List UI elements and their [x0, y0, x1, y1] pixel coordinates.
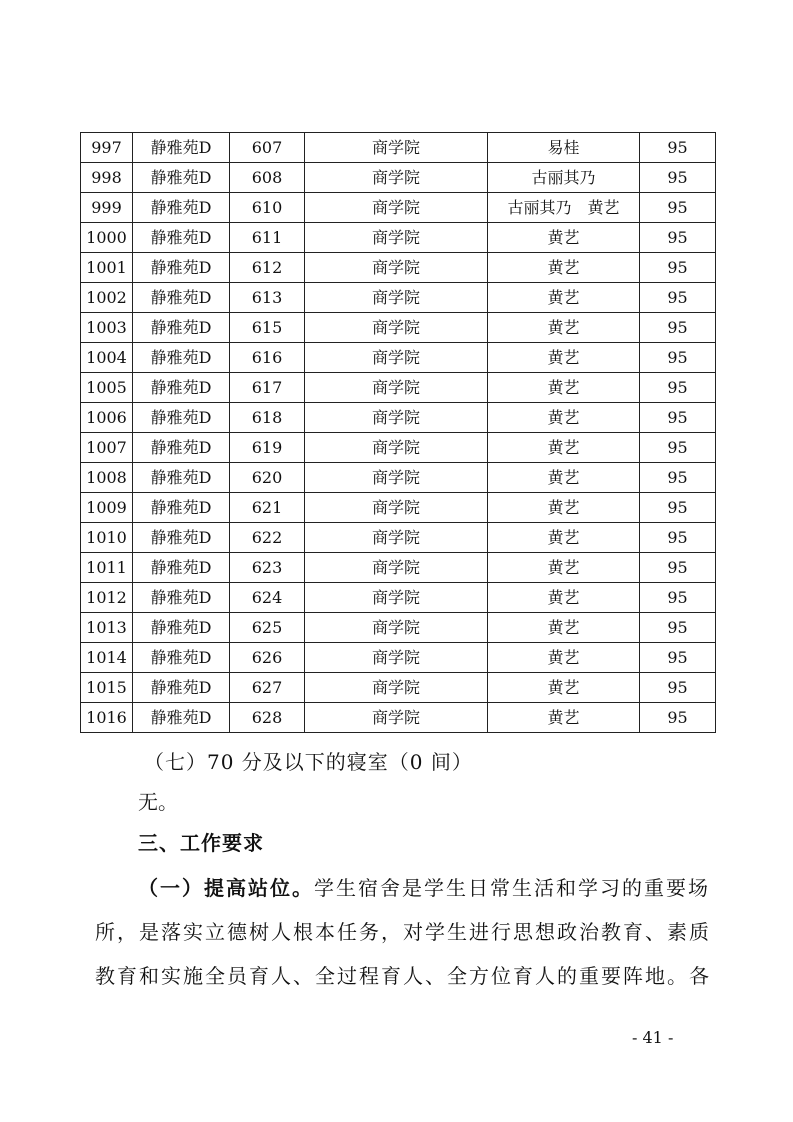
- section-7-body: 无。: [138, 790, 178, 814]
- building-cell: 静雅苑D: [133, 523, 230, 553]
- counselor-cell: 易桂: [488, 133, 640, 163]
- college-cell: 商学院: [305, 343, 488, 373]
- dormitory-score-table: [80, 132, 716, 733]
- table-row: [81, 433, 716, 463]
- counselor-cell: 黄艺: [488, 673, 640, 703]
- building-cell: 静雅苑D: [133, 583, 230, 613]
- building-cell: 静雅苑D: [133, 223, 230, 253]
- table-row: [81, 133, 716, 163]
- building-cell: 静雅苑D: [133, 493, 230, 523]
- room-cell: 612: [230, 253, 305, 283]
- college-cell: 商学院: [305, 193, 488, 223]
- room-cell: 613: [230, 283, 305, 313]
- room-cell: 616: [230, 343, 305, 373]
- college-cell: 商学院: [305, 553, 488, 583]
- building-cell: 静雅苑D: [133, 343, 230, 373]
- table-row: [81, 313, 716, 343]
- row-number-cell: 998: [81, 163, 133, 193]
- college-cell: 商学院: [305, 403, 488, 433]
- room-cell: 625: [230, 613, 305, 643]
- score-cell: 95: [640, 583, 716, 613]
- row-number-cell: 1015: [81, 673, 133, 703]
- table-row: [81, 553, 716, 583]
- row-number-cell: 1008: [81, 463, 133, 493]
- counselor-cell: 黄艺: [488, 283, 640, 313]
- score-cell: 95: [640, 193, 716, 223]
- row-number-cell: 997: [81, 133, 133, 163]
- college-cell: 商学院: [305, 253, 488, 283]
- row-number-cell: 1005: [81, 373, 133, 403]
- college-cell: 商学院: [305, 133, 488, 163]
- row-number-cell: 1010: [81, 523, 133, 553]
- college-cell: 商学院: [305, 433, 488, 463]
- counselor-cell: 古丽其乃 黄艺: [488, 193, 640, 223]
- college-cell: 商学院: [305, 223, 488, 253]
- score-cell: 95: [640, 433, 716, 463]
- table-row: [81, 223, 716, 253]
- table-row: [81, 343, 716, 373]
- college-cell: 商学院: [305, 463, 488, 493]
- table-row: [81, 583, 716, 613]
- building-cell: 静雅苑D: [133, 643, 230, 673]
- counselor-cell: 黄艺: [488, 433, 640, 463]
- score-cell: 95: [640, 133, 716, 163]
- score-cell: 95: [640, 493, 716, 523]
- room-cell: 628: [230, 703, 305, 733]
- row-number-cell: 1003: [81, 313, 133, 343]
- score-cell: 95: [640, 373, 716, 403]
- paragraph-line-1-text: 学生宿舍是学生日常生活和学习的重要场: [314, 876, 710, 900]
- table-row: [81, 493, 716, 523]
- row-number-cell: 1013: [81, 613, 133, 643]
- page-number: - 41 -: [632, 1028, 674, 1047]
- score-cell: 95: [640, 673, 716, 703]
- room-cell: 622: [230, 523, 305, 553]
- room-cell: 611: [230, 223, 305, 253]
- score-cell: 95: [640, 163, 716, 193]
- paragraph-line-3: 教育和实施全员育人、全过程育人、全方位育人的重要阵地。各: [95, 964, 711, 988]
- counselor-cell: 黄艺: [488, 223, 640, 253]
- building-cell: 静雅苑D: [133, 613, 230, 643]
- building-cell: 静雅苑D: [133, 553, 230, 583]
- score-cell: 95: [640, 313, 716, 343]
- counselor-cell: 黄艺: [488, 463, 640, 493]
- score-cell: 95: [640, 223, 716, 253]
- college-cell: 商学院: [305, 373, 488, 403]
- counselor-cell: 黄艺: [488, 493, 640, 523]
- table-row: [81, 613, 716, 643]
- college-cell: 商学院: [305, 643, 488, 673]
- building-cell: 静雅苑D: [133, 283, 230, 313]
- counselor-cell: 黄艺: [488, 403, 640, 433]
- room-cell: 627: [230, 673, 305, 703]
- college-cell: 商学院: [305, 493, 488, 523]
- paragraph-line-2: 所，是落实立德树人根本任务，对学生进行思想政治教育、素质: [95, 920, 711, 944]
- score-cell: 95: [640, 613, 716, 643]
- counselor-cell: 黄艺: [488, 523, 640, 553]
- room-cell: 624: [230, 583, 305, 613]
- row-number-cell: 1000: [81, 223, 133, 253]
- building-cell: 静雅苑D: [133, 253, 230, 283]
- score-cell: 95: [640, 463, 716, 493]
- row-number-cell: 1016: [81, 703, 133, 733]
- counselor-cell: 黄艺: [488, 373, 640, 403]
- room-cell: 626: [230, 643, 305, 673]
- score-cell: 95: [640, 253, 716, 283]
- college-cell: 商学院: [305, 673, 488, 703]
- score-cell: 95: [640, 643, 716, 673]
- row-number-cell: 1001: [81, 253, 133, 283]
- counselor-cell: 黄艺: [488, 253, 640, 283]
- building-cell: 静雅苑D: [133, 313, 230, 343]
- paragraph-lead: （一）提高站位。: [138, 876, 314, 900]
- counselor-cell: 古丽其乃: [488, 163, 640, 193]
- table-row: [81, 403, 716, 433]
- college-cell: 商学院: [305, 613, 488, 643]
- room-cell: 620: [230, 463, 305, 493]
- room-cell: 607: [230, 133, 305, 163]
- building-cell: 静雅苑D: [133, 703, 230, 733]
- table-row: [81, 193, 716, 223]
- row-number-cell: 1006: [81, 403, 133, 433]
- table-row: [81, 253, 716, 283]
- building-cell: 静雅苑D: [133, 133, 230, 163]
- row-number-cell: 1011: [81, 553, 133, 583]
- paragraph-raise-standing: [95, 866, 710, 998]
- building-cell: 静雅苑D: [133, 673, 230, 703]
- room-cell: 618: [230, 403, 305, 433]
- row-number-cell: 1012: [81, 583, 133, 613]
- building-cell: 静雅苑D: [133, 163, 230, 193]
- room-cell: 617: [230, 373, 305, 403]
- table-row: [81, 673, 716, 703]
- table-row: [81, 283, 716, 313]
- score-cell: 95: [640, 523, 716, 553]
- college-cell: 商学院: [305, 283, 488, 313]
- row-number-cell: 999: [81, 193, 133, 223]
- table-row: [81, 463, 716, 493]
- counselor-cell: 黄艺: [488, 583, 640, 613]
- college-cell: 商学院: [305, 583, 488, 613]
- room-cell: 610: [230, 193, 305, 223]
- college-cell: 商学院: [305, 313, 488, 343]
- score-cell: 95: [640, 553, 716, 583]
- building-cell: 静雅苑D: [133, 463, 230, 493]
- counselor-cell: 黄艺: [488, 343, 640, 373]
- building-cell: 静雅苑D: [133, 433, 230, 463]
- building-cell: 静雅苑D: [133, 403, 230, 433]
- room-cell: 623: [230, 553, 305, 583]
- score-cell: 95: [640, 283, 716, 313]
- table-row: [81, 523, 716, 553]
- counselor-cell: 黄艺: [488, 613, 640, 643]
- counselor-cell: 黄艺: [488, 703, 640, 733]
- table-row: [81, 703, 716, 733]
- counselor-cell: 黄艺: [488, 553, 640, 583]
- college-cell: 商学院: [305, 703, 488, 733]
- room-cell: 608: [230, 163, 305, 193]
- row-number-cell: 1014: [81, 643, 133, 673]
- counselor-cell: 黄艺: [488, 643, 640, 673]
- room-cell: 621: [230, 493, 305, 523]
- room-cell: 619: [230, 433, 305, 463]
- row-number-cell: 1007: [81, 433, 133, 463]
- paragraph-line-1: [95, 866, 710, 910]
- room-cell: 615: [230, 313, 305, 343]
- table-row: [81, 643, 716, 673]
- score-cell: 95: [640, 703, 716, 733]
- section-7-heading: （七）70 分及以下的寝室（0 间）: [144, 750, 473, 774]
- row-number-cell: 1002: [81, 283, 133, 313]
- score-cell: 95: [640, 343, 716, 373]
- building-cell: 静雅苑D: [133, 193, 230, 223]
- college-cell: 商学院: [305, 523, 488, 553]
- row-number-cell: 1009: [81, 493, 133, 523]
- table-row: [81, 373, 716, 403]
- table-row: [81, 163, 716, 193]
- row-number-cell: 1004: [81, 343, 133, 373]
- counselor-cell: 黄艺: [488, 313, 640, 343]
- section-3-heading: 三、工作要求: [138, 831, 264, 855]
- college-cell: 商学院: [305, 163, 488, 193]
- building-cell: 静雅苑D: [133, 373, 230, 403]
- score-cell: 95: [640, 403, 716, 433]
- table-body: [81, 133, 716, 733]
